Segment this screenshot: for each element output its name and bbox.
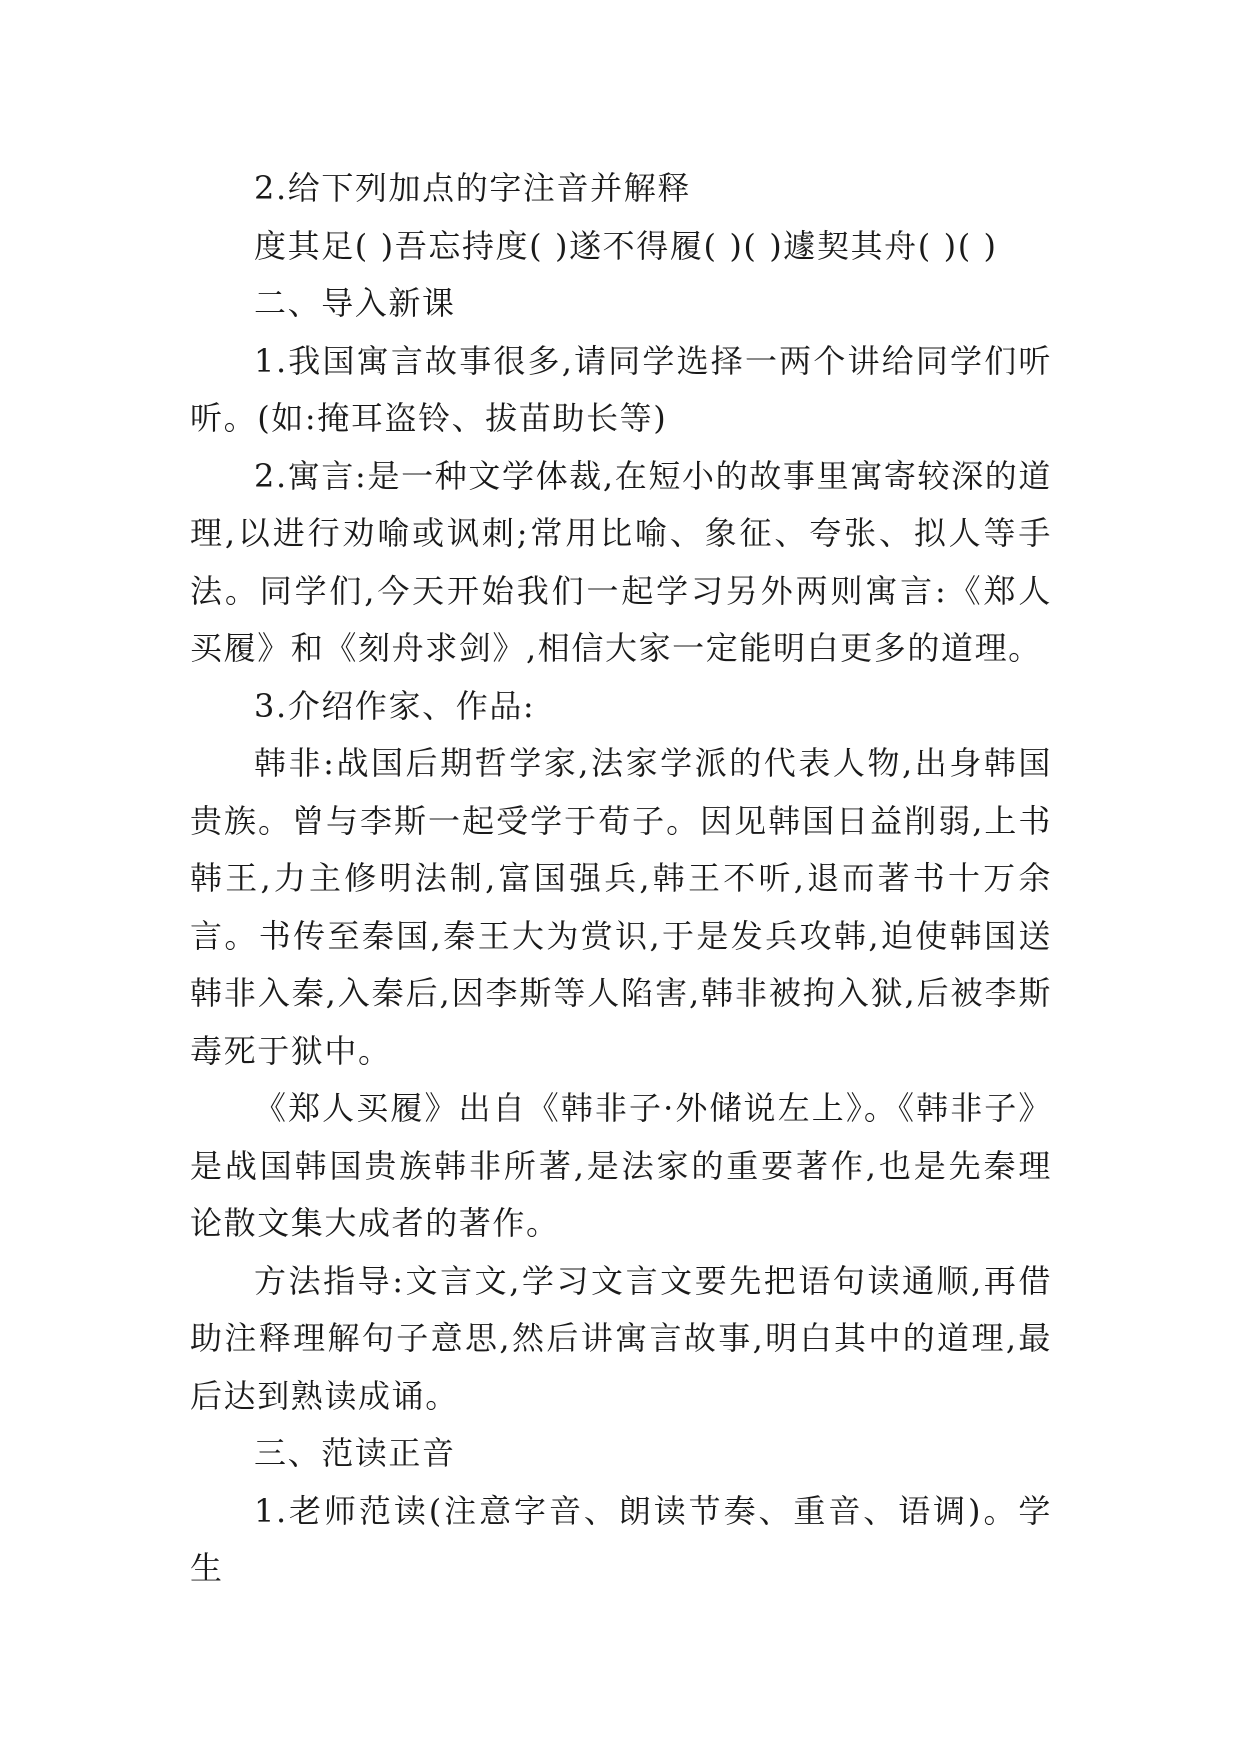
section-heading-reading: 三、范读正音 (254, 1434, 456, 1472)
paragraph-fable-definition: 2.寓言:是一种文学体裁,在短小的故事里寓寄较深的道理,以进行劝喻或讽刺;常用比喻、象征、夸张、拟人等手法。同学们,今天开始我们一起学习另外两则寓言:《郑人买履》和《刻舟求剑》,相信大家一定能明白更多的道理。 (190, 456, 1052, 667)
paragraph-fables: 1.我国寓言故事很多,请同学选择一两个讲给同学们听听。(如:掩耳盗铃、拔苗助长等) (190, 341, 1052, 437)
paragraph-exercise-title: 2.给下列加点的字注音并解释 (254, 169, 691, 207)
paragraph-exercise-items: 度其足( )吾忘持度( )遂不得履( )( )遽契其舟( )( ) (254, 226, 998, 265)
section-heading-intro: 二、导入新课 (254, 284, 456, 322)
paragraph-method: 方法指导:文言文,学习文言文要先把语句读通顺,再借助注释理解句子意思,然后讲寓言故事,明白其中的道理,最后达到熟读成诵。 (190, 1261, 1052, 1415)
paragraph-source: 《郑人买履》出自《韩非子·外储说左上》。《韩非子》是战国韩国贵族韩非所著,是法家的重要著作,也是先秦理论散文集大成者的著作。 (190, 1089, 1052, 1242)
document-page (190, 160, 1052, 1598)
paragraph-author-intro-heading: 3.介绍作家、作品: (254, 686, 536, 725)
paragraph-teacher-reading: 1.老师范读(注意字音、朗读节奏、重音、语调)。学生 (190, 1491, 1052, 1587)
paragraph-hanfei-bio: 韩非:战国后期哲学家,法家学派的代表人物,出身韩国贵族。曾与李斯一起受学于荀子。因见韩国日益削弱,上书韩王,力主修明法制,富国强兵,韩王不听,退而著书十万余言。书传至秦国,秦王大为赏识,于是发兵攻韩,迫使韩国送韩非入秦,入秦后,因李斯等人陷害,韩非被拘入狱,后被李斯毒死于狱中。 (190, 744, 1052, 1070)
